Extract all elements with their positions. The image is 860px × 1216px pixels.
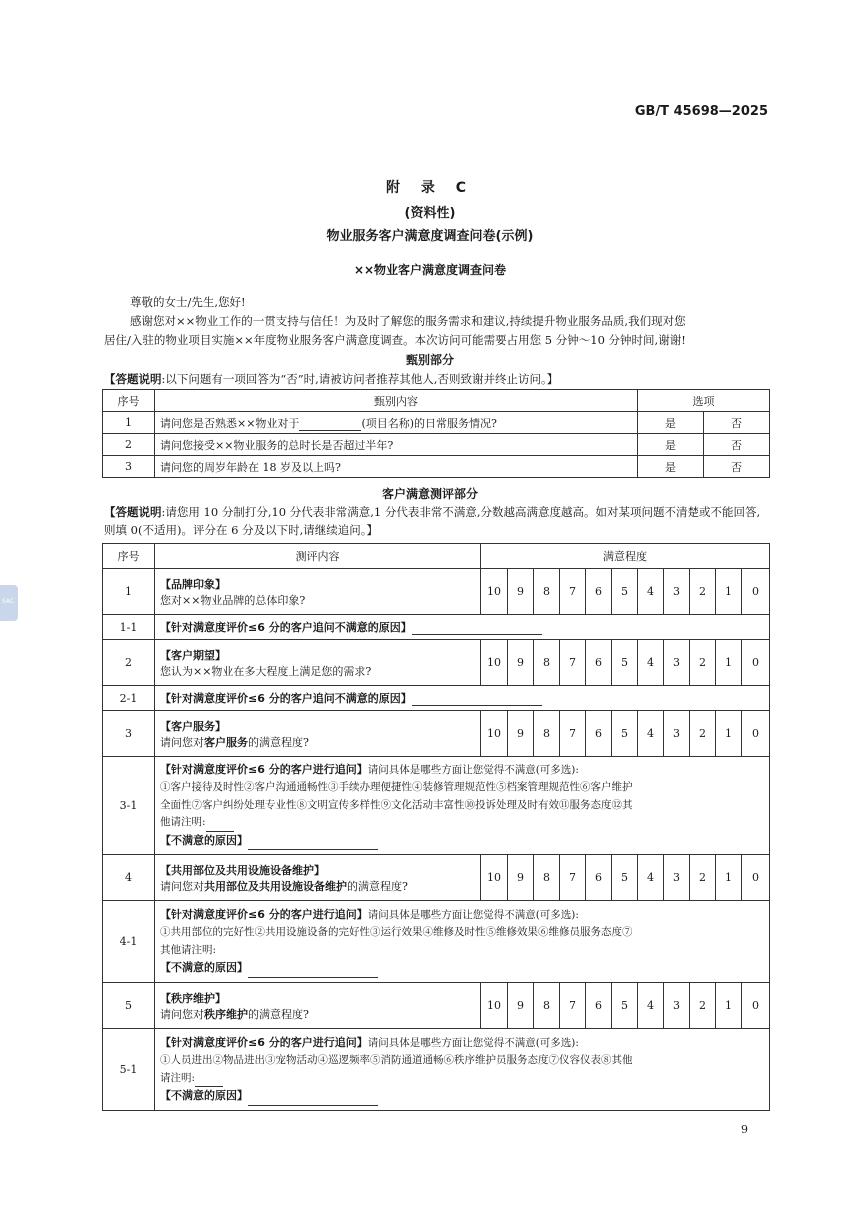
score-option[interactable]: 7	[560, 569, 586, 615]
screening-no-option[interactable]: 否	[704, 412, 770, 434]
score-option[interactable]: 8	[534, 855, 560, 901]
other-blank[interactable]	[206, 819, 234, 832]
score-option[interactable]: 3	[664, 569, 690, 615]
screening-header-options: 选项	[638, 390, 770, 412]
score-option[interactable]: 8	[534, 983, 560, 1029]
evaluation-header-no: 序号	[103, 544, 155, 569]
score-option[interactable]: 5	[612, 711, 638, 757]
screening-note-label: 【答题说明	[104, 372, 162, 386]
score-option[interactable]: 4	[638, 711, 664, 757]
score-option[interactable]: 0	[742, 855, 770, 901]
side-tab	[0, 585, 18, 621]
score-option[interactable]: 3	[664, 711, 690, 757]
screening-row	[103, 412, 770, 434]
screening-row-text: 请问您是否熟悉××物业对于 (项目名称)的日常服务情况?	[155, 412, 638, 434]
score-option[interactable]: 9	[508, 640, 534, 686]
score-option[interactable]: 4	[638, 569, 664, 615]
question-content: 【客户服务】 请问您对客户服务的满意程度?	[155, 711, 481, 757]
question-no: 2-1	[103, 686, 155, 711]
question-row-order	[103, 983, 770, 1029]
screening-section-title: 甄别部分	[405, 353, 454, 367]
reason-blank[interactable]	[248, 1093, 378, 1106]
question-no: 4-1	[103, 901, 155, 983]
score-option[interactable]: 8	[534, 711, 560, 757]
question-no: 1-1	[103, 615, 155, 640]
score-option[interactable]: 7	[560, 983, 586, 1029]
question-content: 【共用部位及共用设施设备维护】 请问您对共用部位及共用设施设备维护的满意程度?	[155, 855, 481, 901]
standard-number: GB/T 45698—2025	[634, 104, 768, 119]
evaluation-table	[102, 543, 770, 1111]
question-content	[155, 640, 481, 686]
screening-row-text: 请问您的周岁年龄在 18 岁及以上吗?	[155, 456, 638, 478]
other-blank[interactable]	[195, 1074, 223, 1087]
followup-row-facilities	[103, 901, 770, 983]
appendix-nature: (资料性)	[404, 206, 456, 221]
screening-note-text: :以下问题有一项回答为“否”时,请被访问者推荐其他人,否则致谢并终止访问。】	[161, 372, 559, 386]
score-option[interactable]: 10	[481, 569, 508, 615]
score-option[interactable]: 9	[508, 855, 534, 901]
appendix-title: 附 录 C	[385, 180, 475, 196]
score-option[interactable]: 10	[481, 640, 508, 686]
evaluation-section-title: 客户满意测评部分	[381, 487, 478, 501]
score-option[interactable]: 1	[716, 569, 742, 615]
evaluation-header-row	[103, 544, 770, 569]
screening-row-no: 2	[103, 434, 155, 456]
page-number: 9	[741, 1123, 748, 1136]
score-option[interactable]: 1	[716, 640, 742, 686]
reason-blank[interactable]	[412, 622, 542, 635]
question-text: 您对××物业品牌的总体印象?	[160, 593, 306, 607]
score-option[interactable]: 6	[586, 640, 612, 686]
score-option[interactable]: 6	[586, 855, 612, 901]
followup-row-order	[103, 1029, 770, 1111]
question-no: 5-1	[103, 1029, 155, 1111]
screening-row-no: 3	[103, 456, 155, 478]
question-row-facilities	[103, 855, 770, 901]
screening-row-no: 1	[103, 412, 155, 434]
score-option[interactable]: 10	[481, 855, 508, 901]
followup-content: 【针对满意度评价≤6 分的客户进行追问】请问具体是哪些方面让您觉得不满意(可多选): ①共用部位的完好性②共用设施设备的完好性③运行效果④维修及时性⑤维修效果⑥维修员服务态度⑦ 其他请注明: 【不满意的原因】	[155, 901, 770, 983]
score-option[interactable]: 1	[716, 855, 742, 901]
evaluation-note	[104, 503, 770, 539]
score-option[interactable]: 4	[638, 855, 664, 901]
question-content: 【秩序维护】 请问您对秩序维护的满意程度?	[155, 983, 481, 1029]
score-option[interactable]: 4	[638, 640, 664, 686]
score-option[interactable]: 2	[690, 983, 716, 1029]
score-option[interactable]: 3	[664, 983, 690, 1029]
score-option[interactable]: 9	[508, 711, 534, 757]
score-option[interactable]: 7	[560, 855, 586, 901]
score-option[interactable]: 6	[586, 569, 612, 615]
screening-table	[102, 389, 770, 478]
question-title: 【客户服务】	[160, 719, 226, 733]
score-option[interactable]: 5	[612, 640, 638, 686]
intro-line-2: 居住/入驻的物业项目实施××年度物业服务客户满意度调查。本次访问可能需要占用您 5 分钟～10 分钟时间,谢谢!	[104, 333, 686, 347]
score-option[interactable]: 1	[716, 711, 742, 757]
score-option[interactable]: 9	[508, 983, 534, 1029]
side-tab-label: SAC	[2, 598, 15, 605]
score-option[interactable]: 1	[716, 983, 742, 1029]
intro-line-1: 感谢您对××物业工作的一贯支持与信任！为及时了解您的服务需求和建议,持续提升物业服务品质,我们现对您	[130, 314, 686, 328]
question-no: 3-1	[103, 757, 155, 855]
question-no: 5	[103, 983, 155, 1029]
screening-header-content: 甄别内容	[155, 390, 638, 412]
question-title: 【共用部位及共用设施设备维护】	[160, 863, 325, 877]
project-name-blank[interactable]	[299, 418, 361, 431]
score-option[interactable]: 8	[534, 569, 560, 615]
question-title: 【品牌印象】	[160, 577, 226, 591]
appendix-main-title: 物业服务客户满意度调查问卷(示例)	[326, 229, 534, 244]
score-option[interactable]: 8	[534, 640, 560, 686]
questionnaire-title: ××物业客户满意度调查问卷	[353, 263, 507, 277]
evaluation-note-text: :请您用 10 分制打分,10 分代表非常满意,1 分代表非常不满意,分数越高满意度越高。如对某项问题不清楚或不能回答,则填 0(不适用)。评分在 6 分及以下时,请继续追问。】	[104, 505, 761, 537]
screening-no-option[interactable]: 否	[704, 456, 770, 478]
score-option[interactable]: 5	[612, 855, 638, 901]
question-title: 【客户期望】	[160, 648, 226, 662]
followup-row-customer-service	[103, 757, 770, 855]
score-option[interactable]: 0	[742, 569, 770, 615]
followup-content: 【针对满意度评价≤6 分的客户进行追问】请问具体是哪些方面让您觉得不满意(可多选): ①客户接待及时性②客户沟通通畅性③手续办理便捷性④装修管理规范性⑤档案管理规范性⑥客户维护 全面性⑦客户纠纷处理专业性⑧文明宣传多样性⑨文化活动丰富性⑩投诉处理及时有效⑪服务态度⑫其 他请注明: 【不满意的原因】	[155, 757, 770, 855]
score-option[interactable]: 7	[560, 711, 586, 757]
score-option[interactable]: 0	[742, 711, 770, 757]
question-text: 您认为××物业在多大程度上满足您的需求?	[160, 664, 372, 678]
score-option[interactable]: 2	[690, 711, 716, 757]
screening-yes-option[interactable]: 是	[638, 434, 704, 456]
score-option[interactable]: 5	[612, 983, 638, 1029]
followup-row-brand	[103, 615, 770, 640]
screening-note	[104, 370, 770, 388]
screening-header-row	[103, 390, 770, 412]
score-option[interactable]: 6	[586, 983, 612, 1029]
score-option[interactable]: 10	[481, 711, 508, 757]
followup-content: 【针对满意度评价≤6 分的客户追问不满意的原因】	[155, 686, 770, 711]
reason-blank[interactable]	[248, 837, 378, 850]
evaluation-note-label: 【答题说明	[104, 505, 162, 519]
question-content	[155, 569, 481, 615]
reason-blank[interactable]	[248, 965, 378, 978]
question-row-customer-service	[103, 711, 770, 757]
question-row-brand	[103, 569, 770, 615]
question-title: 【秩序维护】	[160, 991, 226, 1005]
score-option[interactable]: 0	[742, 640, 770, 686]
score-option[interactable]: 5	[612, 569, 638, 615]
screening-row	[103, 434, 770, 456]
score-option[interactable]: 0	[742, 983, 770, 1029]
question-no: 3	[103, 711, 155, 757]
question-no: 2	[103, 640, 155, 686]
score-option[interactable]: 7	[560, 640, 586, 686]
score-option[interactable]: 3	[664, 640, 690, 686]
evaluation-header-content: 测评内容	[155, 544, 481, 569]
screening-yes-option[interactable]: 是	[638, 456, 704, 478]
screening-header-no: 序号	[103, 390, 155, 412]
question-row-expectation	[103, 640, 770, 686]
score-option[interactable]: 9	[508, 569, 534, 615]
score-option[interactable]: 2	[690, 569, 716, 615]
score-option[interactable]: 6	[586, 711, 612, 757]
question-no: 4	[103, 855, 155, 901]
score-option[interactable]: 2	[690, 855, 716, 901]
score-option[interactable]: 2	[690, 640, 716, 686]
screening-yes-option[interactable]: 是	[638, 412, 704, 434]
screening-row	[103, 456, 770, 478]
score-option[interactable]: 10	[481, 983, 508, 1029]
followup-content: 【针对满意度评价≤6 分的客户进行追问】请问具体是哪些方面让您觉得不满意(可多选): ①人员进出②物品进出③宠物活动④巡逻频率⑤消防通道通畅⑥秩序维护员服务态度⑦仪容仪表⑧其他 请注明: 【不满意的原因】	[155, 1029, 770, 1111]
followup-content: 【针对满意度评价≤6 分的客户追问不满意的原因】	[155, 615, 770, 640]
reason-blank[interactable]	[412, 693, 542, 706]
question-no: 1	[103, 569, 155, 615]
followup-row-expectation	[103, 686, 770, 711]
screening-row-text: 请问您接受××物业服务的总时长是否超过半年?	[155, 434, 638, 456]
screening-no-option[interactable]: 否	[704, 434, 770, 456]
evaluation-header-degree: 满意程度	[481, 544, 770, 569]
greeting: 尊敬的女士/先生,您好!	[130, 295, 246, 309]
score-option[interactable]: 4	[638, 983, 664, 1029]
score-option[interactable]: 3	[664, 855, 690, 901]
